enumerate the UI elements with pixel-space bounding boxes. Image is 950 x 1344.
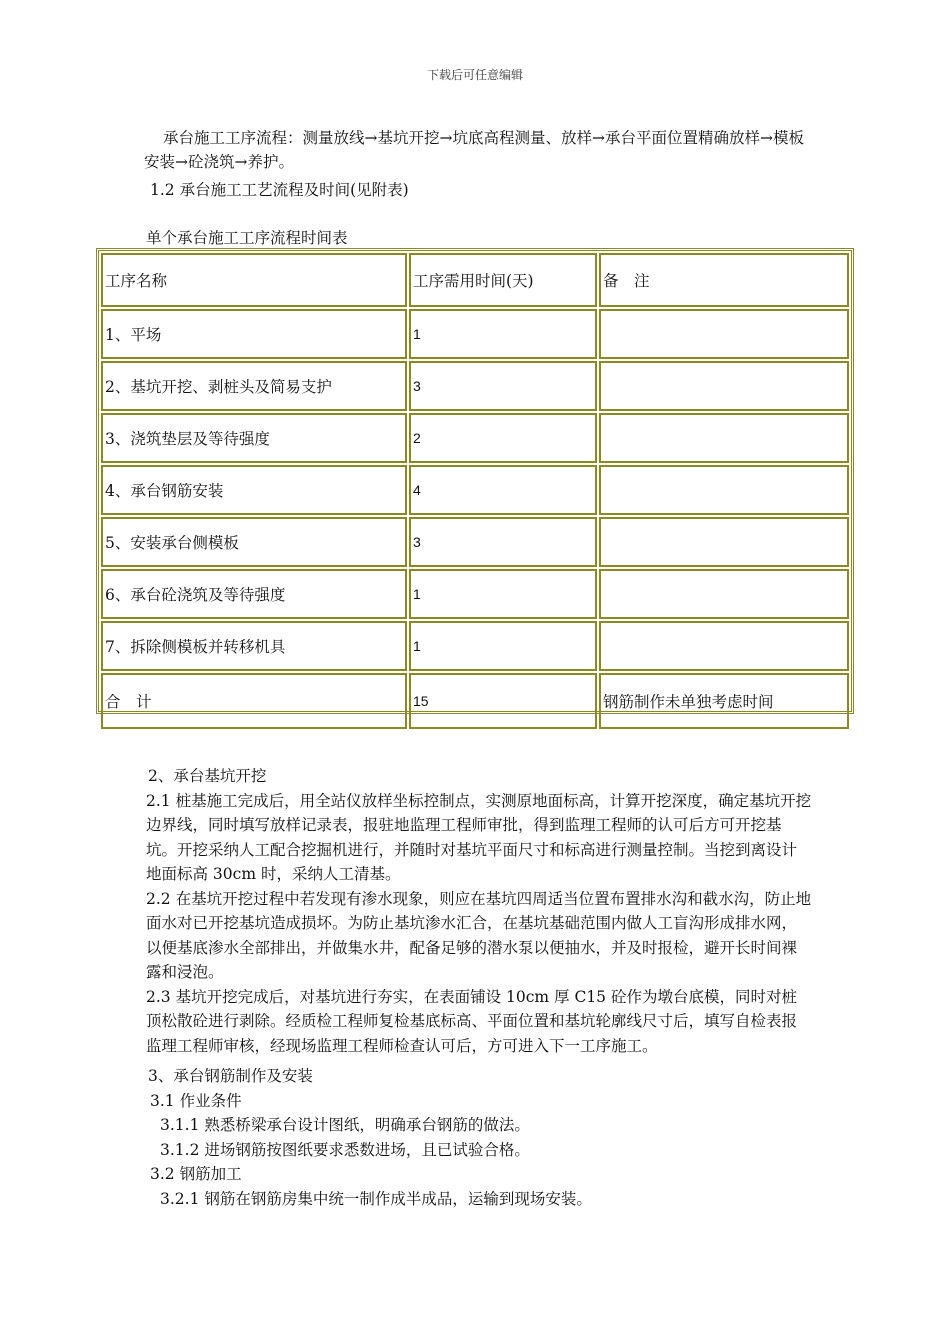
cell-step-name: 7、拆除侧模板并转移机具	[101, 621, 407, 671]
table-row	[101, 517, 849, 567]
table-row	[101, 569, 849, 619]
cell-step-name: 1、平场	[101, 309, 407, 359]
section-3-heading: 3、承台钢筋制作及安装	[148, 1067, 313, 1085]
paragraph-2-2: 2.2 在基坑开挖过程中若发现有渗水现象，则应在基坑四周适当位置布置排水沟和截水沟，防止地面水对已开挖基坑造成损坏。为防止基坑渗水汇合，在基坑基础范围内做人工盲沟形成排水网，以便基底渗水全部排出，并做集水井，配备足够的潜水泵以便抽水，并及时报检，避开长时间裸露和浸泡。	[146, 890, 812, 982]
cell-step-name: 3、浇筑垫层及等待强度	[101, 413, 407, 463]
cell-step-days: 2	[409, 413, 597, 463]
table-row	[101, 413, 849, 463]
section-2-heading: 2、承台基坑开挖	[148, 767, 267, 785]
header-cell-days: 工序需用时间(天)	[409, 253, 597, 307]
cell-step-days: 1	[409, 621, 597, 671]
table-header-row	[101, 253, 849, 307]
cell-step-name: 4、承台钢筋安装	[101, 465, 407, 515]
cell-step-name: 2、基坑开挖、剥桩头及简易支护	[101, 361, 407, 411]
cell-step-name: 5、安装承台侧模板	[101, 517, 407, 567]
intro-paragraph: 承台施工工序流程：测量放线→基坑开挖→坑底高程测量、放样→承台平面位置精确放样→模板安装→砼浇筑→养护。	[144, 129, 804, 171]
page-header: 下载后可任意编辑	[426, 68, 523, 82]
subheading-1-2: 1.2 承台施工工艺流程及时间(见附表)	[150, 181, 409, 199]
cell-step-note	[599, 569, 849, 619]
cell-step-note	[599, 621, 849, 671]
table-row	[101, 465, 849, 515]
cell-step-name: 6、承台砼浇筑及等待强度	[101, 569, 407, 619]
paragraph-2-1: 2.1 桩基施工完成后，用全站仪放样坐标控制点，实测原地面标高，计算开挖深度，确定基坑开挖边界线，同时填写放样记录表，报驻地监理工程师审批，得到监理工程师的认可后方可开挖基坑。开挖采纳人工配合挖掘机进行，并随时对基坑平面尺寸和标高进行测量控制。当挖到离设计地面标高 30cm 时，采纳人工清基。	[146, 792, 812, 884]
cell-step-note	[599, 361, 849, 411]
subheading-3-2: 3.2 钢筋加工	[150, 1165, 242, 1183]
cell-step-days: 3	[409, 361, 597, 411]
schedule-table	[96, 248, 854, 714]
cell-total-days: 15	[409, 673, 597, 729]
cell-total-note: 钢筋制作未单独考虑时间	[599, 673, 849, 729]
cell-step-note	[599, 413, 849, 463]
table-caption: 单个承台施工工序流程时间表	[146, 229, 348, 247]
cell-total-label: 合 计	[101, 673, 407, 729]
subheading-3-1: 3.1 作业条件	[150, 1092, 242, 1110]
cell-step-days: 4	[409, 465, 597, 515]
table-row	[101, 309, 849, 359]
table-row	[101, 361, 849, 411]
cell-step-days: 3	[409, 517, 597, 567]
item-3-2-1: 3.2.1 钢筋在钢筋房集中统一制作成半成品，运输到现场安装。	[160, 1190, 592, 1208]
table-row	[101, 621, 849, 671]
cell-step-note	[599, 309, 849, 359]
item-3-1-2: 3.1.2 进场钢筋按图纸要求悉数进场，且已试验合格。	[160, 1141, 530, 1159]
cell-step-days: 1	[409, 309, 597, 359]
item-3-1-1: 3.1.1 熟悉桥梁承台设计图纸，明确承台钢筋的做法。	[160, 1116, 530, 1134]
header-cell-note: 备 注	[599, 253, 849, 307]
table-total-row	[101, 673, 849, 729]
header-cell-name: 工序名称	[101, 253, 407, 307]
paragraph-2-3: 2.3 基坑开挖完成后，对基坑进行夯实，在表面铺设 10cm 厚 C15 砼作为墩台底模，同时对桩顶松散砼进行剥除。经质检工程师复检基底标高、平面位置和基坑轮廓线尺寸后，填写自检表报监理工程师审核，经现场监理工程师检查认可后，方可进入下一工序施工。	[146, 988, 798, 1055]
cell-step-note	[599, 517, 849, 567]
cell-step-days: 1	[409, 569, 597, 619]
cell-step-note	[599, 465, 849, 515]
